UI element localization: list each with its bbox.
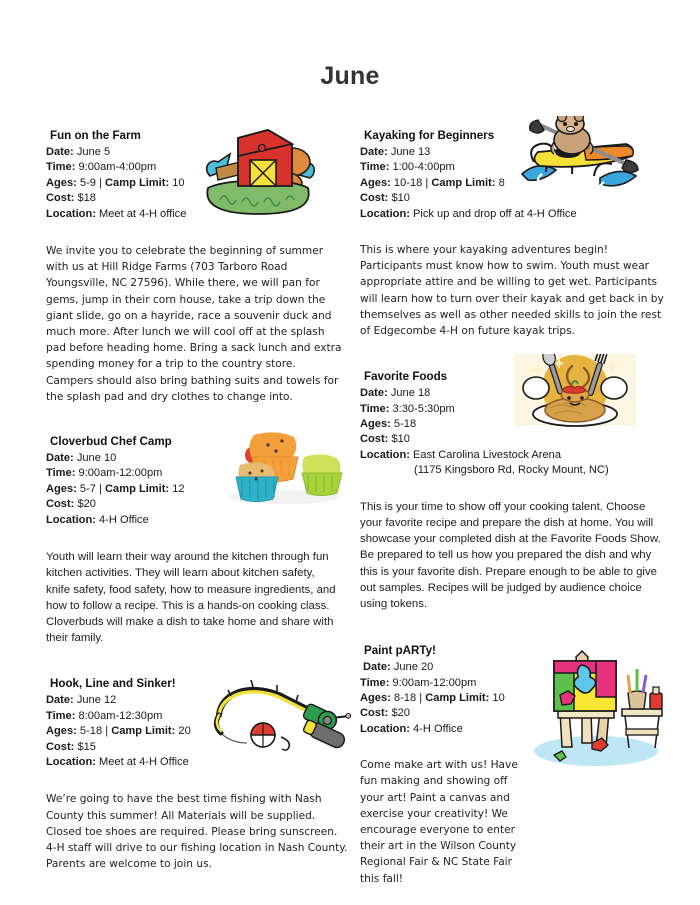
value-camp-limit: 8 (498, 176, 505, 189)
value-location: 4-H Office (99, 513, 149, 526)
label-cost: Cost: (46, 740, 75, 753)
event-hook-line-and-sinker (46, 676, 356, 872)
value-cost: $15 (77, 740, 96, 753)
value-camp-limit: 20 (178, 725, 191, 738)
event-fun-on-the-farm (46, 128, 356, 405)
label-ages: Ages: (360, 176, 391, 189)
value-time: 9:00am-12:00pm (78, 467, 163, 480)
value-ages: 5-18 (393, 418, 417, 431)
event-description: This is your time to show off your cooking talent. Choose your favorite recipe and prepare the dish at home. You will showcase your completed dish at the Favorite Foods Show. Be prepared to tell us how you prepared the dish and why this is your favorite dish. Prepare enough to be able to give out samples. Recipes will be judged by audience choice using tokens. (360, 500, 661, 610)
separator: | (99, 482, 102, 495)
event-description: We’re going to have the best time fishing with Nash County this summer! All Materials will be supplied. Closed toe shoes are required. Please bring sunscreen. 4-H staff will drive to our fishing location in Nash County. Parents are welcome to join us. (46, 793, 348, 871)
value-ages: 8-18 (393, 691, 417, 704)
value-date: June 12 (76, 694, 117, 707)
event-title: Cloverbud Chef Camp (50, 435, 172, 449)
value-camp-limit: 10 (492, 691, 505, 704)
label-cost: Cost: (46, 192, 75, 205)
label-time: Time: (360, 161, 390, 174)
separator: | (99, 176, 102, 189)
label-ages: Ages: (360, 418, 391, 431)
event-description (360, 757, 666, 887)
right-column (360, 128, 670, 887)
value-camp-limit: 12 (172, 482, 185, 495)
label-time: Time: (46, 709, 76, 722)
event-description: Youth will learn their way around the kitchen through fun kitchen activities. They will learn about kitchen safety, knife safety, food safety, how to measure ingredients, and how to follow a recipe. This is a hands-on cooking class. Cloverbuds will make a dish to take home and share with their family. (46, 551, 336, 645)
label-camp-limit: Camp Limit: (111, 725, 176, 738)
value-location-line2: (1175 Kingsboro Rd, Rocky Mount, NC) (414, 464, 609, 477)
label-camp-limit: Camp Limit: (425, 691, 490, 704)
value-date: June 5 (76, 146, 111, 158)
label-location: Location: (360, 448, 410, 461)
spaghetti-dish-clipart (512, 354, 638, 440)
label-date: Date: (360, 387, 388, 400)
text-wrap-spacer (534, 757, 666, 861)
value-cost: $10 (391, 433, 410, 446)
value-date: June 10 (76, 452, 117, 465)
label-camp-limit: Camp Limit: (105, 482, 170, 495)
label-time: Time: (46, 467, 76, 480)
label-date: Date: (46, 694, 74, 707)
event-paint-party (360, 643, 670, 887)
page-title: June (320, 62, 380, 90)
event-title: Favorite Foods (364, 370, 448, 384)
value-time: 3:30-5:30pm (392, 402, 455, 415)
cupcakes-photo (224, 427, 346, 505)
label-location: Location: (46, 207, 96, 220)
value-location: Meet at 4-H office (99, 207, 187, 220)
event-kayaking-for-beginners (360, 128, 670, 339)
label-camp-limit: Camp Limit: (105, 176, 170, 189)
value-location: Pick up and drop off at 4-H Office (413, 207, 577, 220)
event-title: Paint pARTy! (364, 644, 436, 658)
value-ages: 5-9 (79, 176, 96, 189)
value-date: June 18 (390, 387, 431, 400)
label-ages: Ages: (360, 691, 391, 704)
value-ages: 5-18 (79, 725, 103, 738)
label-cost: Cost: (46, 498, 75, 511)
value-location: Meet at 4-H Office (99, 755, 189, 768)
value-cost: $10 (391, 192, 410, 205)
value-camp-limit: 10 (172, 176, 185, 189)
label-date: Date: (46, 452, 74, 465)
barn-clipart (196, 124, 321, 219)
label-camp-limit: Camp Limit: (431, 176, 496, 189)
kayak-clipart (508, 116, 648, 208)
fishing-rod-clipart (201, 673, 356, 758)
value-ages: 5-7 (79, 482, 96, 495)
event-description: We invite you to celebrate the beginning of summer with us at Hill Ridge Farms (703 Tarboro Road Youngsville, NC 27596). While there, we will pan for gems, jump in their corn house, take a trip down the giant slide, go on a hayride, race a souvenir duck and much more. After lunch we will cool off at the splash pad before heading home. Bring a sack lunch and extra spending money for a trip to the country store. Campers should also bring bathing suits and towels for the splash pad and dry clothes to change into. (46, 245, 342, 403)
label-date: Date: (360, 146, 388, 158)
label-time: Time: (360, 402, 390, 415)
left-column (46, 128, 356, 872)
value-time: 9:00am-4:00pm (78, 161, 157, 174)
event-description-text: Come make art with us! Have fun making and showing off your art! Paint a canvas and exercise your creativity! We encourage everyone to enter their art in the Wilson County Regional Fair & NC State Fair this fall! (360, 759, 518, 885)
label-time: Time: (46, 161, 76, 174)
event-favorite-foods (360, 369, 670, 612)
event-title: Kayaking for Beginners (364, 129, 495, 142)
label-cost: Cost: (360, 192, 389, 205)
label-location: Location: (46, 513, 96, 526)
value-cost: $20 (77, 498, 96, 511)
event-title: Hook, Line and Sinker! (50, 677, 176, 691)
separator: | (419, 691, 423, 704)
event-title: Fun on the Farm (50, 129, 141, 142)
label-ages: Ages: (46, 176, 77, 189)
value-cost: $18 (77, 192, 96, 205)
value-time: 1:00-4:00pm (392, 161, 455, 174)
separator: | (425, 176, 429, 189)
event-description: This is where your kayaking adventures begin! Participants must know how to swim. Youth must wear appropriate attire and be willing to get wet. Participants will learn how to turn over their kayak and get back in by themselves as well as other needed skills to join the rest of Edgecombe 4-H on future kayak trips. (360, 244, 664, 338)
label-ages: Ages: (46, 725, 77, 738)
label-date: Date: (46, 146, 74, 158)
label-date: Date: (363, 661, 391, 674)
label-ages: Ages: (46, 482, 77, 495)
event-cloverbud-chef-camp (46, 434, 356, 646)
value-date: June 20 (393, 661, 434, 674)
value-cost: $20 (391, 707, 410, 720)
label-location: Location: (46, 755, 96, 768)
separator: | (105, 725, 109, 738)
value-ages: 10-18 (393, 176, 423, 189)
label-location: Location: (360, 722, 410, 735)
label-location: Location: (360, 207, 410, 220)
label-cost: Cost: (360, 433, 389, 446)
label-cost: Cost: (360, 707, 389, 720)
value-location: 4-H Office (413, 722, 463, 735)
value-location: East Carolina Livestock Arena (413, 448, 562, 461)
value-time: 8:00am-12:30pm (78, 709, 163, 722)
easel-paint-clipart (530, 647, 668, 769)
value-date: June 13 (390, 146, 431, 158)
value-time: 9:00am-12:00pm (392, 676, 477, 689)
label-time: Time: (360, 676, 390, 689)
